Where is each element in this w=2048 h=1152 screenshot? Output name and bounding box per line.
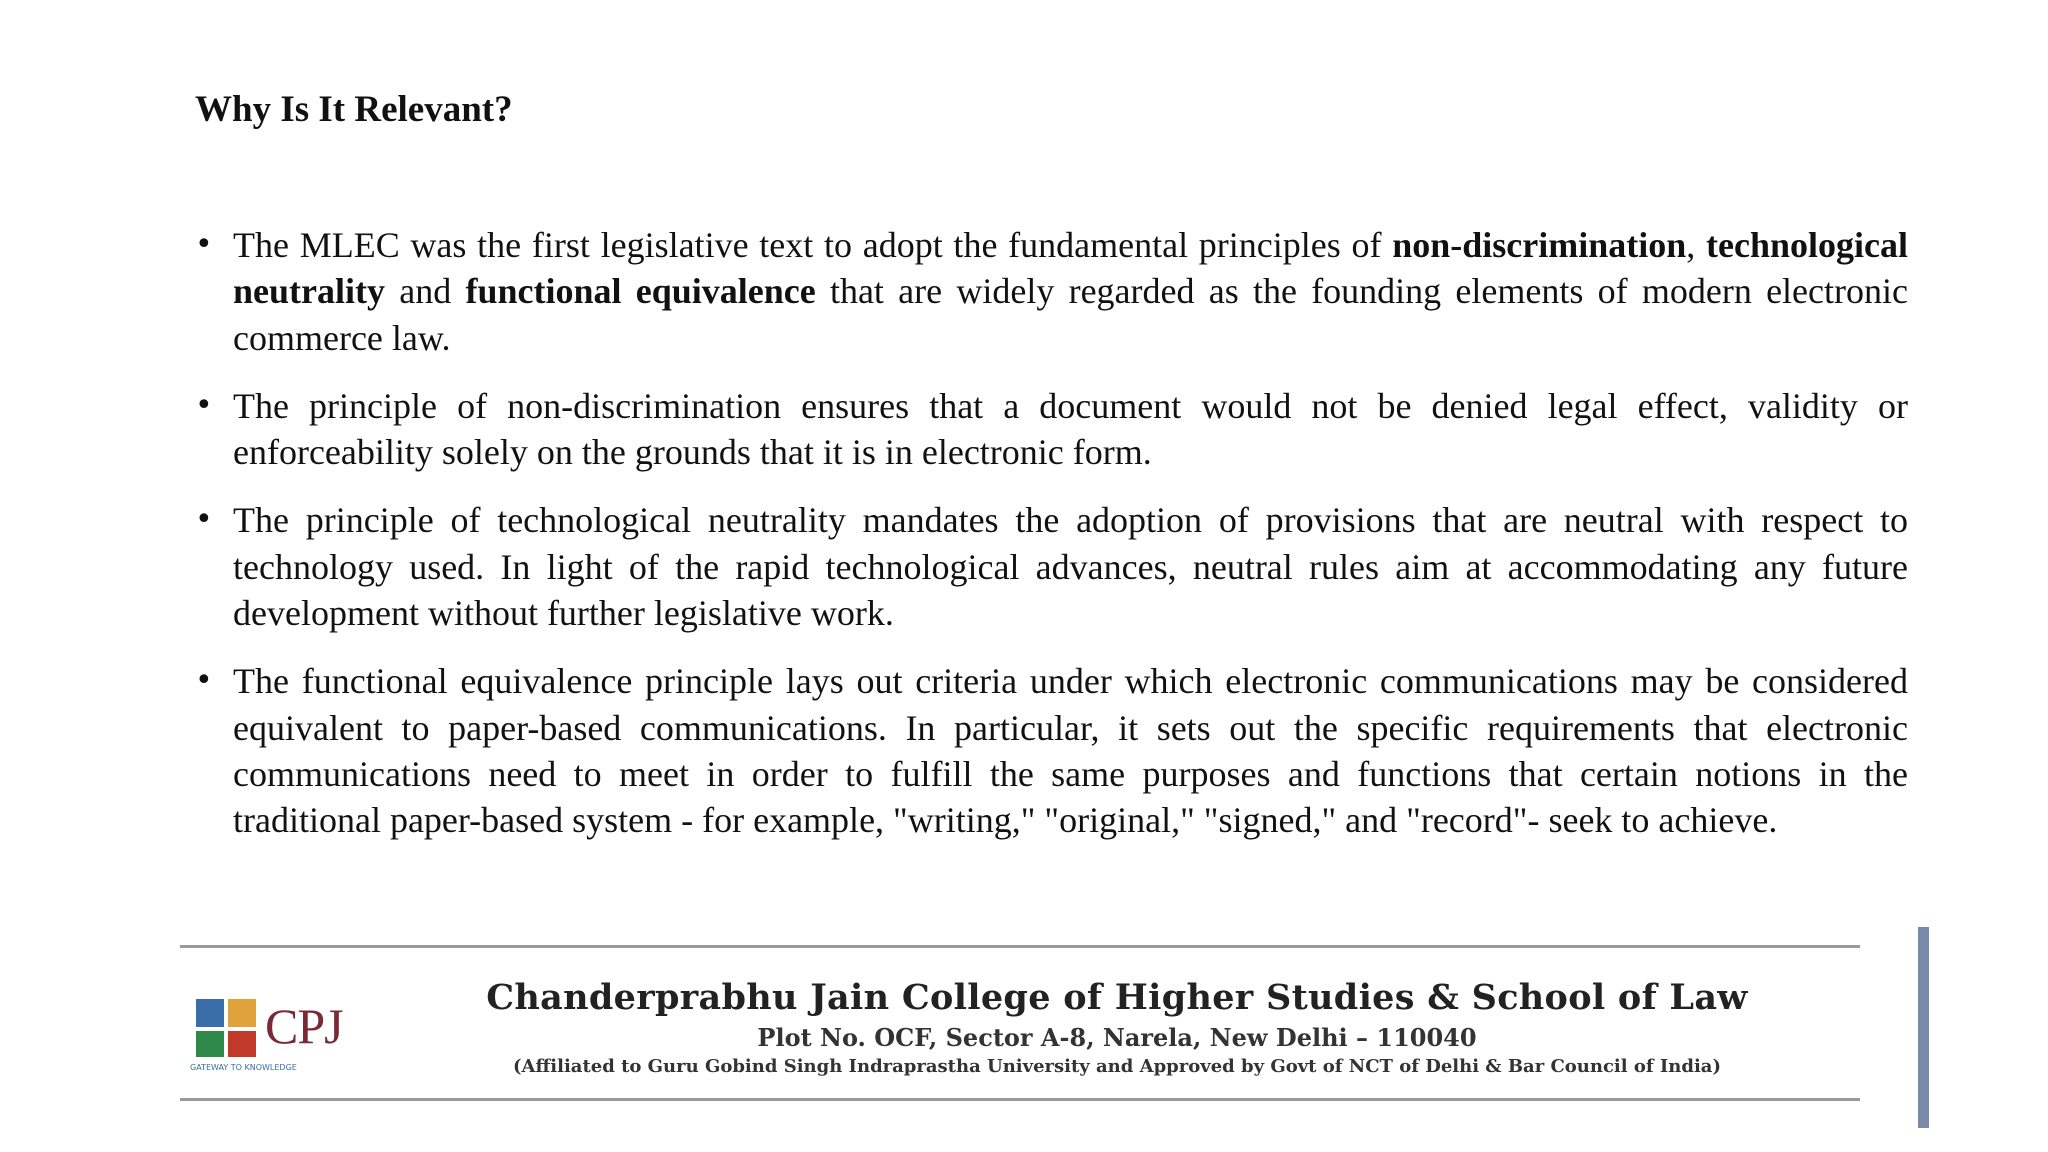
bold-term-technological-neutrality: technological neutrality (233, 225, 1908, 312)
slide-title: Why Is It Relevant? (195, 89, 513, 130)
bullet-text: The principle of non-discrimination ensures that a document would not be denied legal effect, validity or enforceability solely on the grounds that it is in electronic form. (233, 385, 1908, 473)
bullet-text: , (1686, 225, 1707, 265)
college-logo (180, 985, 390, 1081)
bullet-text: The MLEC was the first legislative text to adopt the fundamental principles of (233, 225, 1393, 265)
bullet-icon: • (195, 227, 213, 262)
bullet-list (195, 222, 1908, 866)
college-name: Chanderprabhu Jain College of Higher Studies & School of Law (486, 977, 1748, 1018)
footer-divider-top (180, 945, 1860, 948)
bullet-icon: • (195, 663, 213, 699)
crest-icon (190, 989, 270, 1069)
logo-tagline: GATEWAY TO KNOWLEDGE (190, 1063, 297, 1072)
college-affiliation: (Affiliated to Guru Gobind Singh Indraprastha University and Approved by Govt of NCT of Delhi & Bar Council of India) (513, 1056, 1721, 1077)
footer-side-bar (1918, 927, 1929, 1128)
bullet-icon: • (195, 387, 213, 423)
bullet-item-2 (195, 383, 1908, 476)
bold-term-functional-equivalence: functional equivalence (465, 271, 816, 312)
bullet-icon: • (195, 502, 213, 538)
bullet-item-1 (195, 222, 1908, 361)
footer-banner (180, 925, 1930, 1130)
bullet-item-4 (195, 658, 1908, 843)
bullet-text: and (384, 271, 466, 312)
bold-term-non-discrimination: non-discrimination (1392, 225, 1687, 265)
footer-divider-bottom (180, 1098, 1860, 1101)
bullet-text: The functional equivalence principle lays out criteria under which electronic communications may be considered equivalent to paper-based communications. In particular, it sets out the specific requirements that electronic communications need to meet in order to fulfill the same purposes and functions that certain notions in the traditional paper-based system - for example, "writing," "original," "signed," and "record"- seek to achieve. (233, 661, 1908, 841)
bullet-text: The principle of technological neutrality mandates the adoption of provisions that are neutral with respect to technology used. In light of the rapid technological advances, neutral rules aim at accommodating any future development without further legislative work. (233, 500, 1908, 634)
college-address: Plot No. OCF, Sector A-8, Narela, New Delhi – 110040 (757, 1023, 1477, 1052)
logo-text: CPJ (265, 998, 343, 1054)
bullet-text: that are widely regarded as the founding elements of modern electronic commerce law. (233, 271, 1908, 358)
bullet-item-3 (195, 497, 1908, 636)
